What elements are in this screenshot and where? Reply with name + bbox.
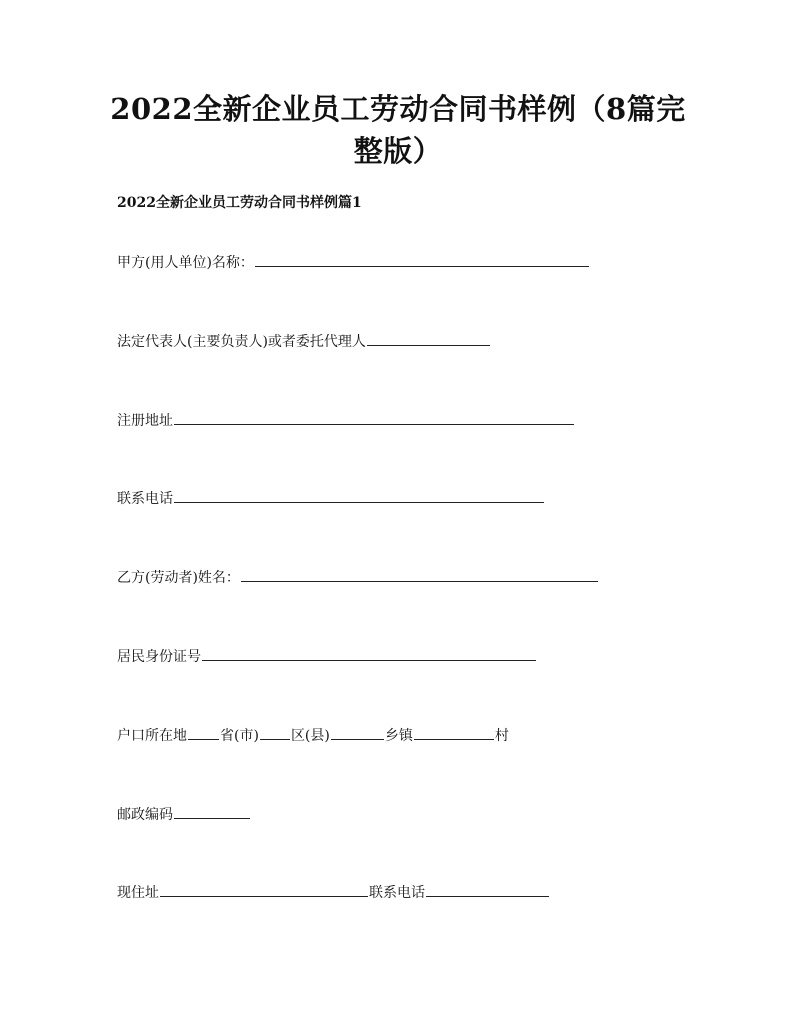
current-address-blank[interactable] bbox=[160, 882, 368, 897]
postal-code-row bbox=[117, 804, 251, 825]
town-label: 乡镇 bbox=[384, 728, 413, 744]
postal-code-blank[interactable] bbox=[174, 804, 250, 819]
contact-phone-blank[interactable] bbox=[174, 488, 544, 503]
current-phone-label: 联系电话 bbox=[369, 885, 425, 901]
postal-code-label: 邮政编码 bbox=[117, 807, 173, 823]
province-label: 省(市) bbox=[220, 728, 259, 744]
party-a-name-label: 甲方(用人单位)名称： bbox=[117, 255, 254, 271]
household-row bbox=[117, 725, 509, 746]
district-label: 区(县) bbox=[290, 728, 330, 744]
legal-rep-label: 法定代表人(主要负责人)或者委托代理人 bbox=[117, 334, 366, 350]
contact-phone-label: 联系电话 bbox=[117, 491, 173, 507]
town-blank[interactable] bbox=[331, 725, 384, 740]
id-number-row bbox=[117, 646, 537, 667]
household-label: 户口所在地 bbox=[117, 728, 187, 744]
title-line-1: 2022全新企业员工劳动合同书样例（8篇完 bbox=[110, 92, 686, 126]
id-number-label: 居民身份证号 bbox=[117, 649, 201, 665]
registered-address-label: 注册地址 bbox=[117, 413, 173, 429]
party-b-name-label: 乙方(劳动者)姓名： bbox=[117, 570, 240, 586]
legal-rep-blank[interactable] bbox=[367, 331, 490, 346]
current-address-label: 现住址 bbox=[117, 885, 159, 901]
registered-address-row bbox=[117, 410, 575, 431]
village-blank[interactable] bbox=[414, 725, 494, 740]
id-number-blank[interactable] bbox=[202, 646, 536, 661]
district-blank[interactable] bbox=[260, 725, 290, 740]
section-heading: 2022全新企业员工劳动合同书样例篇1 bbox=[117, 195, 362, 211]
title-line-2: 整版） bbox=[353, 134, 443, 168]
party-b-name-row bbox=[117, 567, 599, 588]
legal-rep-row bbox=[117, 331, 491, 352]
registered-address-blank[interactable] bbox=[174, 410, 574, 425]
province-blank[interactable] bbox=[188, 725, 219, 740]
current-address-row bbox=[117, 882, 550, 903]
party-b-name-blank[interactable] bbox=[241, 567, 598, 582]
contact-phone-row bbox=[117, 488, 545, 509]
document-title bbox=[80, 88, 716, 172]
party-a-name-blank[interactable] bbox=[255, 252, 589, 267]
village-label: 村 bbox=[494, 728, 509, 744]
party-a-name-row bbox=[117, 252, 590, 273]
current-phone-blank[interactable] bbox=[426, 882, 549, 897]
